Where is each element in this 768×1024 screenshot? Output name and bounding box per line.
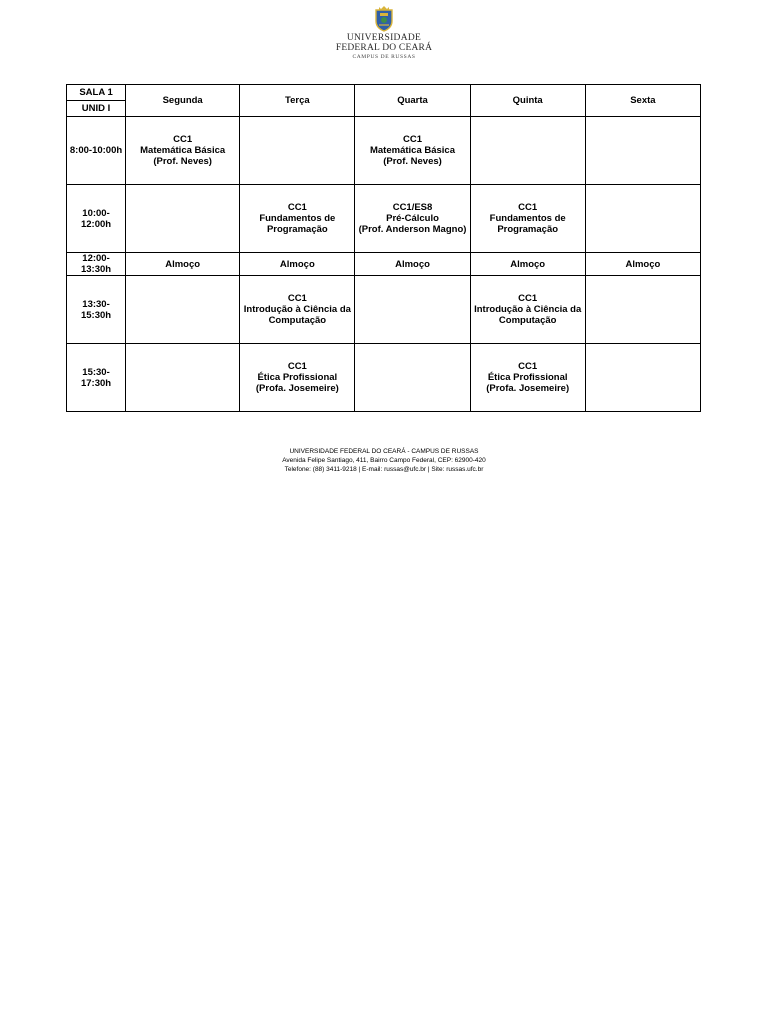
course-detail: (Profa. Josemeire) — [255, 383, 339, 394]
schedule-cell-friday — [585, 276, 700, 344]
schedule-cell-thursday — [470, 117, 585, 185]
schedule-cell-wednesday — [355, 185, 470, 253]
course-detail: (Prof. Anderson Magno) — [358, 224, 467, 235]
schedule-cell-wednesday — [355, 276, 470, 344]
course-detail: Pré-Cálculo — [386, 213, 439, 224]
lunch-label: Almoço — [279, 258, 315, 270]
schedule-cell-tuesday — [240, 185, 355, 253]
day-header-friday: Sexta — [585, 85, 700, 117]
day-header-wednesday: Quarta — [355, 85, 470, 117]
class-schedule-table — [66, 84, 701, 412]
lunch-label: Almoço — [395, 258, 430, 270]
schedule-row — [67, 253, 701, 276]
university-name-line1: UNIVERSIDADE — [346, 33, 422, 43]
schedule-cell-tuesday — [240, 344, 355, 412]
course-detail: Fundamentos de — [489, 213, 566, 224]
lunch-label: Almoço — [625, 258, 661, 270]
schedule-cell-friday — [585, 117, 700, 185]
time-slot-label: 15:30-17:30h — [67, 344, 126, 412]
schedule-cell-thursday — [470, 344, 585, 412]
schedule-row — [67, 344, 701, 412]
university-name-line2: FEDERAL DO CEARÁ — [335, 43, 433, 53]
schedule-cell-thursday — [470, 185, 585, 253]
schedule-cell-monday — [126, 185, 240, 253]
course-detail: Introdução à Ciência da — [474, 304, 582, 315]
course-detail: Programação — [497, 224, 559, 235]
day-header-monday: Segunda — [126, 85, 240, 117]
schedule-cell-friday — [585, 185, 700, 253]
course-detail: Introdução à Ciência da — [243, 304, 351, 315]
schedule-cell-tuesday — [240, 276, 355, 344]
footer-institution: UNIVERSIDADE FEDERAL DO CEARÁ - CAMPUS DE RUSSAS — [289, 448, 479, 455]
time-slot-label: 8:00-10:00h — [67, 117, 126, 185]
time-slot-label: 12:00-13:30h — [67, 253, 126, 276]
schedule-cell-tuesday — [240, 253, 355, 276]
room-label: SALA 1 — [67, 85, 126, 101]
schedule-cell-wednesday — [355, 344, 470, 412]
course-code: CC1 — [518, 293, 538, 304]
schedule-cell-wednesday — [355, 117, 470, 185]
course-detail: Matemática Básica — [369, 145, 456, 156]
course-detail: Ética Profissional — [487, 372, 568, 383]
schedule-cell-monday — [126, 344, 240, 412]
day-header-thursday: Quinta — [470, 85, 585, 117]
schedule-cell-monday — [126, 276, 240, 344]
course-code: CC1 — [518, 361, 538, 372]
course-code: CC1 — [403, 134, 423, 145]
course-code: CC1/ES8 — [392, 202, 433, 213]
schedule-cell-wednesday — [355, 253, 470, 276]
course-detail: Ética Profissional — [257, 372, 338, 383]
schedule-cell-monday — [126, 117, 240, 185]
university-header — [0, 4, 768, 61]
schedule-row — [67, 117, 701, 185]
schedule-cell-tuesday — [240, 117, 355, 185]
lunch-label: Almoço — [165, 258, 201, 270]
time-slot-label: 10:00-12:00h — [67, 185, 126, 253]
day-header-tuesday: Terça — [240, 85, 355, 117]
course-detail: Fundamentos de — [259, 213, 336, 224]
schedule-cell-thursday — [470, 276, 585, 344]
schedule-cell-monday — [126, 253, 240, 276]
course-detail: Computação — [498, 315, 557, 326]
schedule-row — [67, 185, 701, 253]
course-code: CC1 — [287, 202, 307, 213]
course-detail: (Prof. Neves) — [383, 156, 442, 167]
footer-contact: Telefone: (88) 3411-9218 | E-mail: russas@ufc.br | Site: russas.ufc.br — [284, 466, 484, 473]
course-code: CC1 — [287, 361, 307, 372]
page-footer — [0, 447, 768, 474]
schedule-cell-friday — [585, 344, 700, 412]
course-detail: Computação — [268, 315, 327, 326]
campus-name: CAMPUS DE RUSSAS — [352, 54, 416, 60]
course-detail: Matemática Básica — [140, 145, 226, 156]
course-detail: Programação — [266, 224, 328, 235]
course-code: CC1 — [518, 202, 538, 213]
course-code: CC1 — [173, 134, 193, 145]
unit-label: UNID I — [67, 101, 126, 117]
schedule-cell-thursday — [470, 253, 585, 276]
university-crest-icon — [372, 4, 396, 32]
lunch-label: Almoço — [510, 258, 546, 270]
course-detail: (Prof. Neves) — [153, 156, 212, 167]
course-code: CC1 — [287, 293, 307, 304]
course-detail: (Profa. Josemeire) — [486, 383, 570, 394]
schedule-cell-friday — [585, 253, 700, 276]
footer-address: Avenida Felipe Santiago, 411, Bairro Campo Federal, CEP: 62900-420 — [282, 457, 486, 464]
schedule-row — [67, 276, 701, 344]
time-slot-label: 13:30-15:30h — [67, 276, 126, 344]
